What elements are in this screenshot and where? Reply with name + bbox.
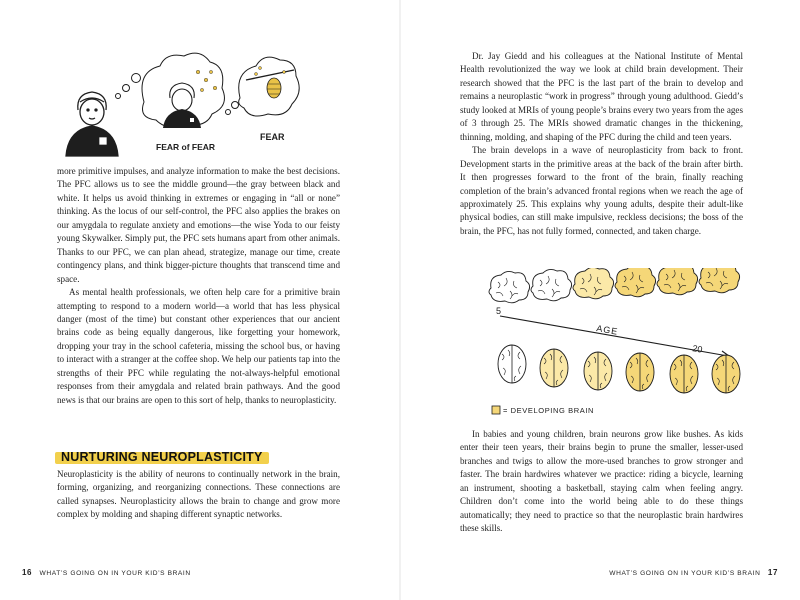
legend-label: = DEVELOPING BRAIN (503, 406, 595, 415)
body-paragraph: Dr. Jay Giedd and his colleagues at the National Institute of Mental Health revolutionized the way we look at child brain development. Their research showed that the PFC is the last part of the brain to develop and remains a neuroplastic “work in progress” through young adulthood. Giedd’s study looked at MRIs of young people’s brains every two years from the ages of 3 through 25. The MRIs showed dramatic changes in the thickening, thinning, molding, and shaping of the PFC during the child and teen years. (460, 51, 743, 142)
brain-development-diagram (488, 268, 748, 423)
left-footer (22, 568, 191, 577)
page-number: 17 (767, 568, 778, 577)
running-title: WHAT’S GOING ON IN YOUR KID’S BRAIN (39, 570, 191, 577)
body-paragraph: more primitive impulses, and analyze information to make the best decisions. The PFC allows us to see the middle ground—the gray between black and white. It helps us avoid thinking in extremes or engaging in “all or none” thinking. As the locus of our self-control, the PFC also applies the brakes on our amygdala to regulate anxiety and emotions—the wise Yoda to our feisty young Skywalker. Simply put, the PFC sets humans apart from other animals. Thanks to our PFC, we can plan ahead, strategize, manage our time, create contingency plans, and think bigger-picture thoughts that transcend time and space. (57, 166, 340, 284)
kid-figure (66, 92, 118, 156)
body-paragraph: Neuroplasticity is the ability of neurons to continually network in the brain, forming, organizing, and reorganizing connections. These connections are called synapses. Neuroplasticity allows the brain to change and grow more complex by molding and shaping different synaptic networks. (57, 469, 340, 520)
page-number: 16 (22, 568, 33, 577)
body-paragraph: In babies and young children, brain neurons grow like bushes. As kids enter their teen years, their brains begin to prune the smaller, lesser-used branches and twigs to allow the more-used branches to grow stronger and faster. The brain hardwires whatever we practice: riding a bicycle, learning an instrument, shooting a basketball, staying calm when feeling angry. Children don’t come into the world being able to do these things automatically; they need to practice so that the neuroplastic brain hardwires these skills. (460, 429, 743, 534)
body-paragraph: As mental health professionals, we often help care for a primitive brain attempting to respond to a modern world—a world that has less physical danger (most of the time) but constant other experiences that our ancient brains code as being equally dangerous, like forgetting your homework, dropping your tray in the school cafeteria, missing the school bus, or having to interact with a stranger at the coffee shop. We help our patients tap into the strengths of their PFC while regulating the not-always-helpful emotional responses from their amygdala and related brain pathways. And the good news is that our brains are open to this sort of help, thanks to neuroplasticity. (57, 287, 340, 405)
left-body-text (57, 165, 340, 407)
age-end: 20 (691, 343, 704, 355)
right-body-text (460, 50, 743, 238)
right-page (400, 0, 800, 600)
right-footer (609, 568, 778, 577)
age-label: AGE (595, 323, 620, 337)
age-start: 5 (496, 306, 502, 316)
fear-of-fear-label: FEAR of FEAR (156, 142, 216, 152)
section-heading: NURTURING NEUROPLASTICITY (57, 449, 269, 465)
fear-illustration (60, 50, 300, 158)
running-title: WHAT’S GOING ON IN YOUR KID’S BRAIN (609, 570, 761, 577)
right-after-text (460, 428, 743, 536)
body-paragraph: The brain develops in a wave of neuroplasticity from back to front. Development starts in the primitive areas at the back of the brain after birth. It then progresses forward to the front of the brain, finally reaching completion of the brain’s advanced frontal regions when we reach the age of approximately 25. This explains why young adults, despite their adult-like physical bodies, can still make impulsive, reckless decisions; the boss of the brain, the PFC, has not fully formed, connected, and taken charge. (460, 145, 743, 236)
fear-of-fear-bubble (142, 53, 224, 128)
fear-label: FEAR (260, 132, 285, 142)
fear-bubble (239, 57, 300, 116)
section-body-text (57, 468, 340, 522)
legend-swatch (492, 406, 500, 414)
